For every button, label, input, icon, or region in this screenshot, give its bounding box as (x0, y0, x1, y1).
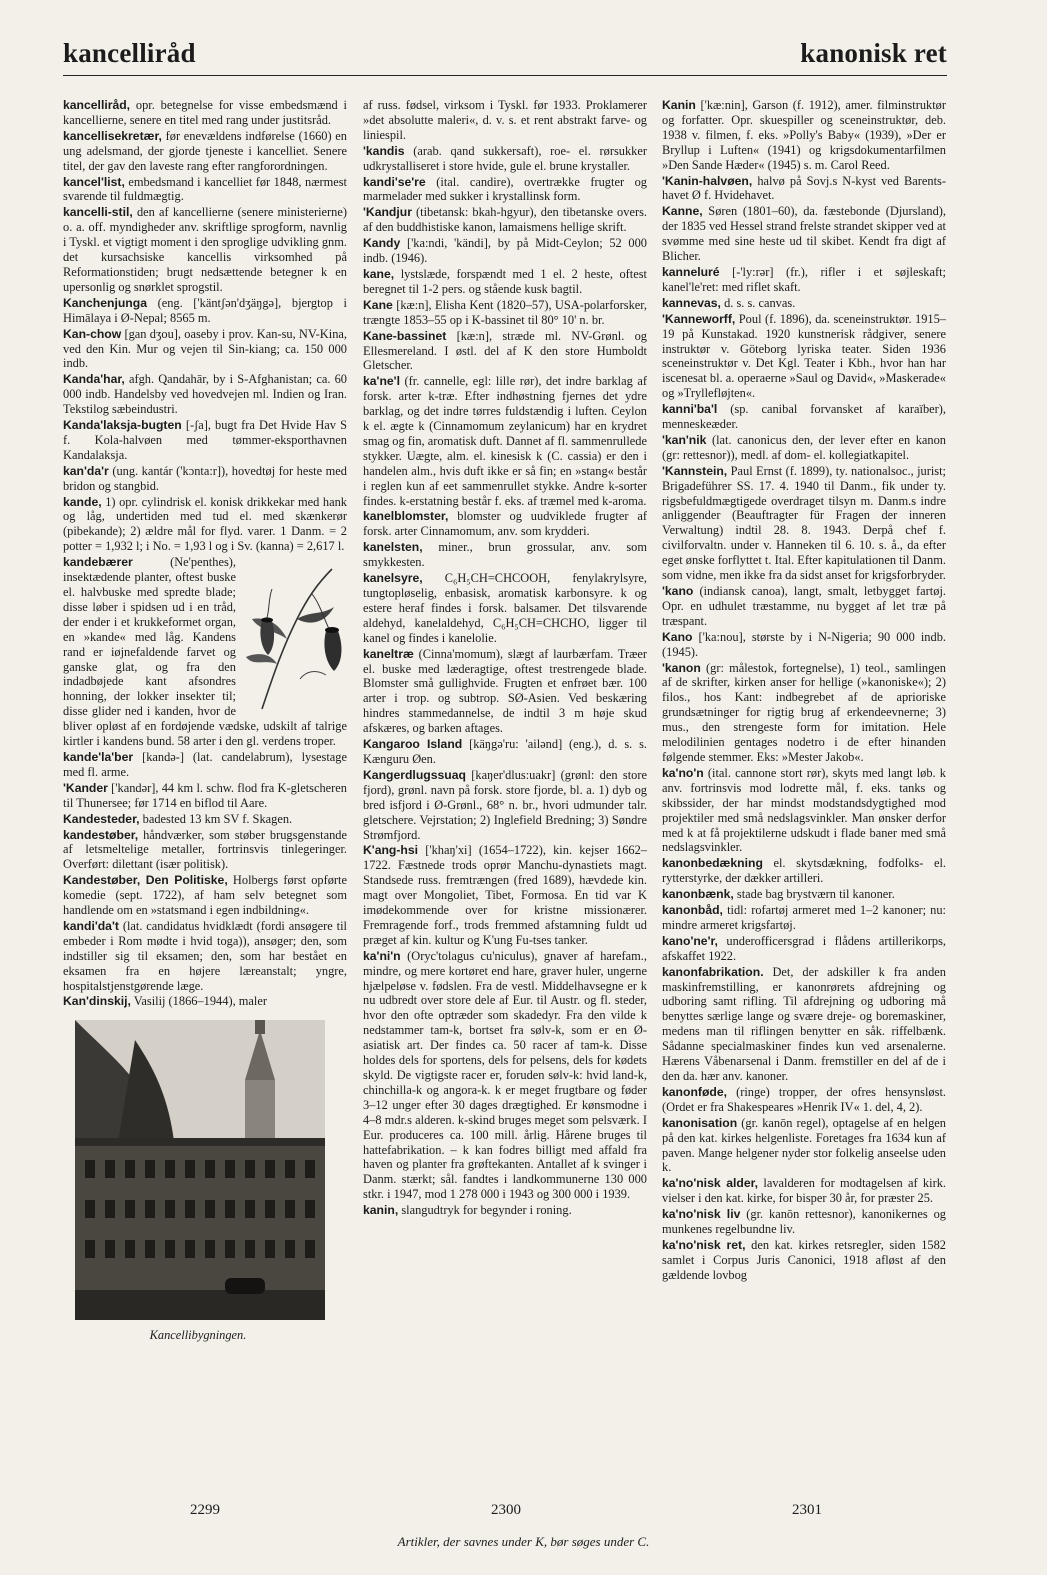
dictionary-entry (662, 98, 946, 173)
headword: 'Kanneworff, (662, 311, 736, 326)
dictionary-entry (662, 464, 946, 583)
dictionary-entry (363, 768, 647, 843)
entry-text: Paul Ernst (f. 1899), ty. nationalsoc., jurist; Brigadeführer SS. 17. 4. 1940 til Danm., fik under ty. rigsbefuldmægtigede overdraget tilsyn m. Danm.s indre anliggender (Beauftragter für Fragen der inneren Verwaltung) indtil 28. 8. 1943. Derpå chef f. civilforvaltn. under v. Hanneken til 6. 10. s. å., da efter eget ønske forflyttet t. Ital. Efter kapitulationen til Danm. som vidne, men ikke fra da sidst anset for krigsforbryder. (662, 463, 946, 583)
dictionary-entry (63, 327, 347, 372)
headword: kanelblomster, (363, 509, 449, 524)
entry-text: (tibetansk: bkah-hgyur), den tibetanske overs. af den buddhistiske kanon, lamaismens hellige skrift. (363, 205, 647, 235)
page-number-left: 2299 (190, 1502, 220, 1518)
dictionary-entry (662, 1176, 946, 1206)
headword: ka'no'nisk liv (662, 1207, 741, 1222)
headword: ka'no'nisk ret, (662, 1237, 746, 1252)
dictionary-entry (363, 329, 647, 374)
headword: kandestøber, (63, 827, 139, 842)
headword: Kan'dinskij, (63, 994, 131, 1009)
headword: kandebærer (63, 555, 133, 570)
entry-text: blomster og uudviklede frugter af forsk. arter Cinnamomum, anv. som krydderi. (363, 509, 647, 539)
dictionary-entry (363, 509, 647, 539)
headword: Kane-bassinet (363, 328, 447, 343)
headword: 'kanon (662, 660, 701, 675)
entry-text: Søren (1801–60), da. fæstebonde (Djursland), der 1835 ved Hessel strand frelste strandet skipper ved at svømme med sine heste ud til skibet. Kendt fra digt af Blicher. (662, 204, 946, 264)
entry-text: (gr. kanōn regel), optagelse af en helgen på den kat. kirkes helgenliste. Foretages fra 1634 kun af paven. Mange helgener nyder stor folkelig anseelse uden k. (662, 1115, 946, 1175)
entry-text: underofficersgrad i flådens artillerikorps, afskaffet 1922. (662, 933, 946, 963)
entry-text: (eng. ['käntʃən'dʒäŋgə], bjergtop i Himālaya i Ø-Nepal; 8565 m. (63, 295, 347, 325)
dictionary-entry (662, 766, 946, 855)
entry-text: [kaŋer'dlus:uakr] (grønl: den store fjord), grønl. navn på forsk. store fjorde, bl. a. 1) dyb og bred isfjord i Ø-Grønl., 68° n. br., hvori udmunder talr. gletschere. Vejrstation; 2) Inglefield Bredning; 3) Søndre Strømfjord. (363, 767, 647, 842)
entry-text: [kæ:n], stræde ml. NV-Grønl. og Ellesmereland. I østl. del af K den store Humboldt Gletscher. (363, 328, 647, 373)
dictionary-entry (363, 205, 647, 235)
headword: Kanin (662, 98, 696, 112)
headword: 'kano (662, 584, 694, 598)
dictionary-entry (662, 1207, 946, 1237)
column-2 (363, 98, 647, 1219)
dictionary-entry (63, 205, 347, 294)
headword: ka'ne'l (363, 374, 400, 389)
dictionary-entry (63, 873, 347, 918)
dictionary-entry (363, 236, 647, 266)
headword: Kan-chow (63, 326, 122, 341)
dictionary-entry (63, 418, 347, 463)
headword: 'Kannstein, (662, 463, 728, 478)
headword: kanneluré (662, 264, 720, 279)
headword: Kandesteder, (63, 811, 140, 826)
running-head-left: kancelliråd (63, 38, 196, 68)
headword: Kangerdlugssuaq (363, 767, 466, 782)
headword: kanelsyre, (363, 571, 423, 586)
dictionary-entry (63, 296, 347, 326)
headword: kanonfabrikation. (662, 964, 764, 979)
headword: kancelliråd, (63, 98, 131, 112)
header-rule (63, 75, 947, 76)
dictionary-entry (363, 298, 647, 328)
dictionary-entry (662, 1238, 946, 1283)
dictionary-entry (63, 750, 347, 780)
entry-text: miner., brun grossular, anv. som smykkesten. (363, 540, 647, 570)
dictionary-entry (662, 433, 946, 463)
dictionary-entry (662, 402, 946, 432)
entry-text: (lat. canonicus den, der lever efter en kanon (gr: rettesnor)), medl. af dom- el. kollegiatkapitel. (662, 432, 946, 462)
dictionary-entry (662, 265, 946, 295)
pitcher-plant-illustration (242, 559, 347, 714)
entry-text: ['kæ:nin], Garson (f. 1912), amer. filminstruktør og forfatter. Opr. skuespiller og sceneinstruktør, deb. 1938 v. filmen, f. eks. »Polly's Baby« (1939), »Der er Bryllup i Luften« (1941) og krigsdokumentarfilmen »Den Sande Hæder« (1945) s. m. Carol Reed. (662, 98, 946, 172)
headword: ka'no'n (662, 765, 704, 780)
headword: kancellisekretær, (63, 128, 162, 143)
dictionary-entry (363, 374, 647, 508)
dictionary-entry (662, 296, 946, 311)
dictionary-entry (63, 175, 347, 205)
headword: 'Kander (63, 780, 108, 795)
entry-text: slangudtryk for begynder i roning. (401, 1203, 572, 1218)
running-head-right: kanonisk ret (800, 38, 947, 68)
entry-text: Det, der adskiller k fra anden maskinfremstilling, er kanonrørets afdrejning og udboring samt rifling. Til afdrejning og udboring må benyttes særlige lange og svære dreje- og boremaskiner, medens man til riflingen benytter en såk. riffelbænk. Sådanne specialmaskiner findes kun ved arsenalerne. Hærens Våbenarsenal i Danm. fremstiller en del af de i den da. hær anv. kanoner. (662, 964, 946, 1083)
dictionary-entry (662, 630, 946, 660)
entry-text: (fr. cannelle, egl: lille rør), det indre barklag af forsk. arter k-træ. Efter indhøstning fjernes det ydre barklag, og det indre tørres fuldstændig i luften. Ceylon k el. ægte k (Cinnamomum zeylanicum) har en krydret smag og fin, aromatisk duft. Dannet af fl. sammenrullede stykker. Uægte, alm. el. kinesisk k (C. cassia) er den i handelen alm., hvis duft ikke er så fin; en »stang« består i reglen kun af eet sammenrullet stykke. Andre k-sorter findes. k-erstatning består f. eks. af træmel med k-aroma. (363, 374, 647, 508)
dictionary-entry (363, 843, 647, 947)
entry-text: badested 13 km SV f. Skagen. (142, 811, 293, 826)
headword: kanonisation (662, 1115, 738, 1130)
dictionary-entry (363, 98, 647, 143)
entry-text: (indiansk canoa), langt, smalt, letbygget fartøj. Opr. en udhulet træstamme, nu bygget af let træ på træspant. (662, 584, 946, 628)
column-1 (63, 98, 347, 1343)
dictionary-entry (363, 949, 647, 1202)
entry-text: el. skytsdækning, fodfolks- el. rytterstyrke, der dækker artilleri. (662, 856, 946, 886)
entry-text: [käŋgə'ru: 'ailənd] (eng.), d. s. s. Kænguru Øen. (363, 737, 648, 766)
headword: kancel'list, (63, 174, 125, 189)
entry-text: (gr. kanōn rettesnor), kanonikernes og munkenes regelbundne liv. (662, 1207, 946, 1237)
entry-text: [gan dʒou], oaseby i prov. Kan-su, NV-Kina, ved den Kin. Mur og vejen til Sin-kiang; ca. 150 000 indb. (63, 326, 347, 371)
dictionary-entry (63, 98, 347, 128)
dictionary-entry (63, 828, 347, 873)
dictionary-entry (662, 903, 946, 933)
headword: 'Kanin-halvøen, (662, 173, 753, 188)
entry-text: (gr: målestok, fortegnelse), 1) teol., samlingen af de skrifter, kirken anser for hellige (»kanoniske«); 2) filos., hos Kant: indbegrebet af de aprioriske grundsætninger for rigtig brug af erkendeevnerne; 3) mus., den strengeste form for imitation. Hele melodilinien gentages nodetro i de efter hinanden følgende stemmer. Eks: »Mester Jakob«. (662, 660, 946, 764)
entry-text: (Oryc'tolagus cu'niculus), gnaver af harefam., mindre, og mere kortøret end hare, graver huler, ungerne hjælpeløse v. fødslen. Fra de vestl. Middelhavsegne er k nu udbredt over store dele af Eur. til Austr. og fl. steder, hvor den ofte optræder som skadedyr. Fra den vilde k nedstammer tam-k, bortset fra sølv-k, som er en Ø-asiatisk art. Der findes ca. 50 racer af tam-k. Disse holdes dels for sportens, dels for pelsens, dels for kødets skyld. De vigtigste racer er, foruden sølv-k: hvid land-k, chinchilla-k og angora-k. k er meget frugtbare og føder 3–12 unger efter 30 dages drægtighed. Er kønsmodne i 4–8 mdr.s alderen. k-skind bruges meget som pelsværk. I Eur. produceres ca. 100 mill. årlig. Hårene bruges til hattefabrikation. – k kan fodres billigt med affald fra haven og planter fra grøftekanten. Antallet af k svinger i Danm. stærkt; sål. fandtes i landkommunerne 130 000 stkr. i 1947, mod 1 278 000 i 1943 og 300 000 i 1939. (363, 948, 647, 1202)
entry-text: (ung. kantár ('kɔnta:r]), hovedtøj for heste med bridon og stangbid. (63, 463, 347, 493)
headword: kanonbedækning (662, 856, 763, 871)
entry-text: lavalderen for modtagelsen af kirk. vielser i den kat. kirke, for bisper 30 år, for præster 25. (662, 1176, 946, 1206)
entry-text: (Ne'penthes), insektædende planter, oftest buske el. halvbuske med spredte blade; disse løber i spidsen ud i en tråd, der ender i et krukkeformet organ, en »kande« med låg. Kandens rand er iøjnefaldende farvet og ganske glat, og fra den indadbøjede kant afsondres honning, der lokker insekter til; disse glider ned i kanden, hvor de bliver opløst af en fordøjende vædske, udskilt af talrige kirtler i kandens bund. 58 arter i den gl. verdens troper. (63, 555, 347, 749)
entry-text: håndværker, som støber brugsgenstande af letsmeltelige metaller, fortrinsvis tinlegeringer. Overført: dilettant (især politisk). (63, 827, 347, 872)
dictionary-entry (662, 1116, 946, 1176)
entry-text: (Cinna'momum), slægt af laurbærfam. Træer el. buske med læderagtige, oftest trestrengede blade. Blomster små gullighvide. Frugten et enfrøet bær. 100 arter i trop. og subtrop. SØ-Asien. Ved beskæring hindres stammedannelse, de indtil 3 m høje skud afskæres, og barken aftages. (363, 646, 647, 736)
headword: kandi'da't (63, 918, 119, 933)
dictionary-entry (63, 372, 347, 417)
page-number-right: 2301 (792, 1502, 822, 1518)
photo-caption: Kancellibygningen. (149, 1328, 247, 1343)
entry-text: af russ. fødsel, virksom i Tyskl. før 1933. Proklamerer »det absolutte maleri«, d. v. s. et rent abstrakt farve- og liniespil. (363, 98, 647, 142)
dictionary-entry (63, 919, 347, 994)
dictionary-entry (662, 661, 946, 765)
headword: K'ang-hsi (363, 843, 419, 858)
headword: kancelli-stil, (63, 205, 133, 220)
entry-text: 1) opr. cylindrisk el. konisk drikkekar med hank og låg, undertiden med tud el. med skænkerør (pibekande); 2) ældre mål for flyd. varer. 1 Danm. = 2 potter = 1,932 l; i No. = 1,93 l og i Sv. (kanna) = 2,617 l. (63, 494, 347, 554)
dictionary-entry (363, 571, 647, 646)
headword: kaneltræ (363, 646, 414, 661)
dictionary-entry (662, 887, 946, 902)
headword: Kanne, (662, 204, 703, 219)
entry-text: ['ka:nou], største by i N-Nigeria; 90 000 indb. (1945). (662, 629, 946, 659)
entry-text: (ital. candire), overtrække frugter og marmelader med sukker i krystallinsk form. (363, 174, 647, 204)
headword: ka'no'nisk alder, (662, 1176, 759, 1191)
dictionary-entry (63, 812, 347, 827)
headword: Kano (662, 629, 693, 644)
headword: Kanda'laksja-bugten (63, 418, 182, 433)
entry-text: [kæ:n], Elisha Kent (1820–57), USA-polarforsker, trængte 1853–55 op i K-bassinet til 80° 10' n. br. (363, 297, 647, 327)
entry-text: ['ka:ndi, 'kändi], by på Midt-Ceylon; 52 000 indb. (1946). (363, 236, 647, 266)
headword: Kane (363, 297, 393, 312)
headword: kande, (63, 494, 102, 509)
entry-text: [kandə-] (lat. candelabrum), lysestage med fl. arme. (63, 749, 347, 779)
entry-text: stade bag brystværn til kanoner. (736, 887, 895, 902)
dictionary-entry (63, 495, 347, 555)
headword: Kanchenjunga (63, 295, 147, 310)
entry-text: C₆H₅CH=CHCOOH, fenylakrylsyre, tungtopløselig, enbasisk, aromatisk karbonsyre. k og estere heraf findes i forsk. balsamer. Det tilsvarende aldehyd, kanelaldehyd, C₆H₅CH=CHCHO, ligger til kanel og findes i kanelolie. (363, 571, 647, 645)
headword: 'kan'nik (662, 432, 707, 447)
headword: kanin, (363, 1203, 399, 1218)
footer-note: Artikler, der savnes under K, bør søges under C. (397, 1534, 650, 1549)
entry-text: embedsmand i kancelliet før 1848, nærmest svarende til fuldmægtig. (63, 174, 347, 204)
headword: kannevas, (662, 295, 721, 310)
entry-text: tidl: rofartøj armeret med 1–2 kanoner; nu: mindre armeret krigsfartøj. (662, 903, 946, 932)
headword: Kanda'har, (63, 372, 125, 387)
dictionary-entry (63, 781, 347, 811)
entry-text: Poul (f. 1896), da. sceneinstruktør. 1915–19 på Kunstakad. 1920 kunstnerisk rådgiver, senere instruktør v. Göteborg lyriska teater. Siden 1936 sceneinstruktør v. Det Kgl. Teater i Kbh., hvor han har iscenesat bl. a. operaerne »Saul og David«, »Maskerade« og »Tryllefløjten«. (662, 311, 946, 401)
dictionary-entry (662, 965, 946, 1084)
dictionary-entry (63, 994, 347, 1009)
dictionary-entry (662, 584, 946, 629)
dictionary-entry (363, 267, 647, 297)
headword: 'kandis (363, 143, 405, 158)
entry-text: ['khaŋ'xi] (1654–1722), kin. kejser 1662–1722. Fæstnede trods oprør Manchu-dynastiets magt. Standsede russ. fremtrængen (fred 1689), hævdede kin. magt over Mongoliet, Tibet, Formosa. En tid var K imødekommende over for kristne missionærer. Fremragende forf., trods fremmed afstamning fuldt ud præget af kin. kultur og K'ung Fu-tses tanker. (363, 843, 647, 947)
entry-text: den af kancellierne (senere ministerierne) o. a. off. myndigheder anv. skriftlige sprogform, navnlig i Tyskl. et vigtigt moment i den sproglige udvikling gnm. det kursachsiske kancellis virksomhed på Reformationstiden; brugt nedsættende betegner k en upersonlig og snørklet sprogstil. (63, 205, 347, 294)
dictionary-entry (363, 647, 647, 736)
dictionary-entry (662, 174, 946, 204)
entry-text: halvø på Sovj.s N-kyst ved Barents-havet Ø f. Hvidehavet. (662, 173, 946, 203)
headword: kanonbænk, (662, 887, 734, 902)
headword: kanni'ba'l (662, 402, 718, 417)
entry-text: Holbergs først opførte komedie (sept. 1722), af ham selv betegnet som handlende om en »statsmand i egen indbildning«. (63, 873, 348, 918)
dictionary-entry (662, 312, 946, 401)
dictionary-entry (363, 540, 647, 570)
dictionary-entry (662, 1085, 946, 1115)
entry-text: (arab. qand sukkersaft), roe- el. rørsukker udkrystalliseret i store hvide, gule el. brune krystaller. (363, 143, 648, 173)
entry-text: før enevældens indførelse (1660) en ung adelsmand, der gjorde tjeneste i kancelliet. Senere titel, der gav den laveste rang efter rangforordningen. (63, 128, 347, 173)
page-number-middle: 2300 (491, 1502, 521, 1518)
headword: kanonføde, (662, 1084, 728, 1099)
entry-text: (ital. cannone stort rør), skyts med langt løb. k anv. fortrinsvis mod lodrette mål, f. eks. tanks og skibssider, der har mindst modstandsdygtighed mod projektiler med små nedslagsvinkler. Man ønsker derfor med k at få projektilerne udskudt i flade baner med små nedslagsvinkler. (662, 765, 946, 855)
entry-text: (sp. canibal forvansket af karaïber), menneskeæder. (662, 402, 946, 432)
dictionary-entry (662, 204, 946, 264)
entry-text: opr. betegnelse for visse embedsmænd i kancellierne, senere en titel med rang under justitsråd. (63, 98, 347, 127)
building-photo (75, 1020, 325, 1320)
dictionary-entry (363, 1203, 647, 1218)
entry-text: Vasilij (1866–1944), maler (133, 994, 267, 1009)
headword: kane, (363, 266, 395, 281)
dictionary-entry (63, 555, 347, 749)
dictionary-entry (63, 464, 347, 494)
headword: kanonbåd, (662, 903, 723, 918)
entry-text: lystslæde, forspændt med 1 el. 2 heste, oftest beregnet til 1-2 pers. og stående kusk bagtil. (363, 266, 647, 296)
column-3 (662, 98, 946, 1284)
entry-text: (ringe) tropper, der ofres hensynsløst. (Ordet er fra Shakespeares »Henrik IV« 1. del, 4, 2). (662, 1084, 946, 1114)
headword: 'Kandjur (363, 205, 412, 220)
headword: kano'ne'r, (662, 933, 718, 948)
headword: Kandestøber, Den Politiske, (63, 873, 228, 888)
headword: kandi'se're (363, 174, 426, 189)
headword: ka'ni'n (363, 948, 401, 963)
entry-text: [-ʃa], bugt fra Det Hvide Hav S f. Kola-halvøen med tømmer-eksporthavnen Kandalaksja. (63, 418, 347, 462)
dictionary-entry (662, 856, 946, 886)
headword: Kangaroo Island (363, 737, 463, 752)
dictionary-entry (63, 129, 347, 174)
entry-text: d. s. s. canvas. (724, 295, 796, 310)
headword: kande'la'ber (63, 749, 134, 764)
headword: kanelsten, (363, 540, 423, 555)
headword: Kandy (363, 236, 401, 251)
dictionary-entry (363, 737, 647, 767)
dictionary-entry (363, 144, 647, 174)
entry-text: den kat. kirkes retsregler, siden 1582 samlet i Corpus Juris Canonici, 1918 afløst af den gældende lovbog (662, 1237, 946, 1282)
entry-text: (lat. candidatus hvidklædt (fordi ansøgere til embeder i Rom mødte i hvid toga)), ansøger; den, som indstiller sig til eksamen; den, som har bestået en eksamen fra en højere læreanstalt; yngre, hospitalstjenstgørende læge. (63, 918, 347, 993)
dictionary-entry (363, 175, 647, 205)
entry-text: [-'ly:rər] (fr.), rifler i et søjleskaft; kanel'le'ret: med riflet skaft. (662, 264, 946, 294)
dictionary-entry (662, 934, 946, 964)
headword: kan'da'r (63, 463, 109, 478)
entry-text: ['kandər], 44 km l. schw. flod fra K-gletscheren til Thunersee; før 1714 en biflod til Aare. (63, 780, 347, 810)
entry-text: afgh. Qandahār, by i S-Afghanistan; ca. 60 000 indb. Handelsby ved hovedvejen ml. Indien og Iran. Tekstilog sæbeindustri. (63, 372, 347, 417)
